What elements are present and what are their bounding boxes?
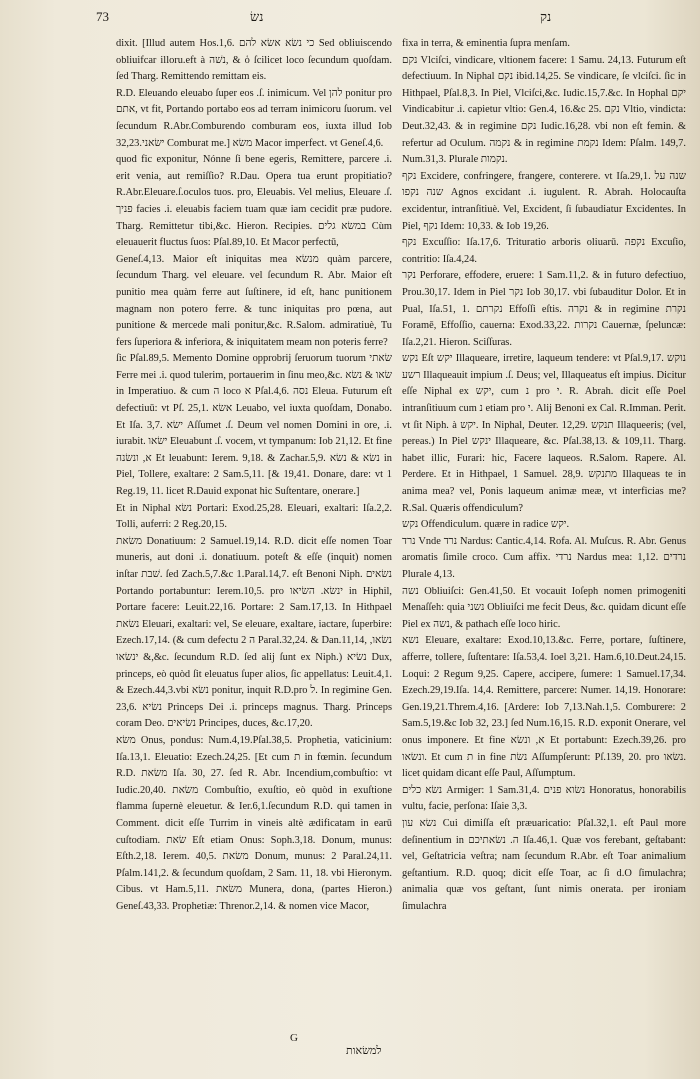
paragraph: משׂא Onus, pondus: Num.4,19.Pſal.38,5. Prophetia, vaticinium: Iſa.13,1. Eleuatio: Ezech.24,25. [Et cum ת in fœmin. ſecundum R.D. משׂאת Iſa. 30, 27. ſed R. Abr. Incendium,combuſtio: vt Iudic.20,40. משׂאת Combuſtio, exuſtio, eò quòd in exuſtione flamma ſupernè eleuetur. & Ier.6,1.ſecundum R.D. qui tamen in Comment. dicit eſſe Turrim in vineis altè ædificatam in earū cuſtodiam. שׂאת Eſt etiam Onus: Soph.3,18. Donum, munus: Eſth.2,18. Ierem. 40,5. משׂאת Donum, munus: 2 Paral.24,11. Pſalm.141,2. & ſecundum quoſdam, 2 Sam. 11, 18. vbi Hieronym. Cibus. vt Ham.5,11. משׂאת Munera, dona, (partes Hieron.) Geneſ.43,33. Prophetiæ: Threnor.2,14. & nomen vice Macor, <box>116 734 392 912</box>
paragraph: נקף Excidere, confringere, frangere, conterere. vt Iſa.29,1. שנה על שנה נקפו Agnos excidant .i. iugulent. R. Abrah. Holocauſta excidentur, intranſitiuè. Vel, Excident, ſi ſubaudiatur Excidentes. In Piel, נקף Idem: 10,33. & Iob 19,26. <box>402 170 686 232</box>
signature-mark: G <box>290 1032 298 1044</box>
paragraph: נשׂא עון Cui dimiſſa eſt præuaricatio: Pſal.32,1. eſt Paul more deſinentium in ה. נשׂאתיכם Iſa.46,1. Quæ vos ferebant, geſtabant: vel, Geſtatricia veſtra; nam ſecundum R.Abr. eſt Toar animalium geſtantium. R.D. quoq; dicit eſſe Toar, ac ſi d.O ſimulachra; animalia quæ vos geſtant, ſunt nimis onerata. per ironiam ſimulachra <box>402 817 686 912</box>
paragraph: נקם Vlciſci, vindicare, vltionem facere: 1 Samu. 24,13. Futurum eſt defectiuum. In Niphal נקם ibid.14,25. Se vindicare, ſe vlciſci. ſic in Hithpael, Pſal.8,3. In Piel, Vlciſci,&c. Iudic.15,7.&c. In Hophal יקם Vindicabitur .i. capietur vltio: Gen.4, 16.&c 25. נקם Vltio, vindicta: Deut.32,43. & in regimine נקם Iudic.16,28. vbi non eſt femin. & refertur ad Oculum. נקמה & in regimine נקמת Idem: Pſalm. 149,7. Num.31,3. Plurale נקמות. <box>402 54 686 166</box>
paragraph: ſic Pſal.89,5. Memento Domine opprobrij ſeruorum tuorum שׂאתי Ferre mei .i. quod tulerim, portauerim in ſinu meo,&c. שׂאו & נשׂא in Imperatiuo. & cum ה loco א Pſal.4,6. נסה Eleua. Futurum eſt defectiuū: vt Pſ. 25,1. אשׂא Leuabo, vel iuxta quoſdam, Donabo. Et Iſa. 3,7. ישׂא Aſſumet .ſ. Deum vel nomen Domini in ore, .i. iurabit. ישׂאו Eleuabunt .ſ. vocem, vt tympanum: Iob 21,12. Et fine א, ונשׂנה Et leuabunt: Ierem. 9,18. & Zachar.5,9. נשׂא & נשׂא in Piel, Tollere, exaltare: 2 Sam.5,11. [& 19,41. Donare, dare: vt 1 Reg.19, 11. licet R.Dauid exponat hic Suſtentare, onerare.] <box>116 353 392 498</box>
paragraph: משׂאת Donatiuum: 2 Samuel.19,14. R.D. dicit eſſe nomen Toar muneris, aut doni .i. donatiuum. poteſt & eſſe (inquit) nomen inſtar שׁבת. ſed Zach.5,7.&c 1.Paral.14,7. eſt Benoni Niph. נשׂאים Portando portabuntur: Ierem.10,5. pro ינשׂא. השׂיאו in Hiphil, Portare facere: Leuit.22,16. Portare: 2 Sam.17,13. In Hithpael נשׂאת Eleuari, exaltari: vel, Se eleuare, exaltare, iactare, ſuperbire: Ezech.17,14. (& cum defectu ה 2 Paral.32,24. & Dan.11,14, נשׂאו, & ינשׂאו,&c. ſecundum R.D. ſed alij ſunt ex Niph.) נשׂיא Dux, princeps, eò quòd ſit eleuatus ſuper alios, ſic appellatus: Leuit.4,1. & Ezech.44,3.vbi נשׂא ponitur, inquit R.D.pro ל. In regimine Gen. 23,6. נשׂיא Princeps Dei .i. princeps magnus. Tharg. Princeps coram Deo. נשׂיאים Principes, duces, &c.17,20. <box>116 535 392 730</box>
right-column <box>402 36 686 1046</box>
paragraph: נקש Offendiculum. quære in radice יקש. <box>402 519 570 531</box>
paragraph: fixa in terra, & eminentia ſupra menſam. <box>402 38 570 49</box>
paragraph: Geneſ.4,13. Maior eſt iniquitas mea מנשׂא quàm parcere, ſecundum Tharg. vel eleuare. vel ſecundum R. Abr. Maior eſt punitio mea quàm ferre aut ſuſtinere, id eſt, hanc punitionem magnam non potero ferre. & tunc iniquitas pro pœna, aut punitione & mercede mali ponitur,&c. R.Salom. admiratiuè, Tu fers ſuperiora & inferiora, & iniquitatem meam non poteris ferre? <box>116 253 392 348</box>
page-header <box>0 6 700 28</box>
paragraph: quod fic exponitur, Nónne ſi bene egeris, Remittere, parcere .i. erit venia, aut remiſſio? R.Dau. Opera tua erunt propitiatio? R.Abr.Eleuare.ſ.oculos tuos. pro, Eleuabis. Vel melius, Eleuare .ſ. פניך facies .i. eleuabis faciem tuam quæ iam cecidit præ pudore. Tharg. Remittetur tibi,&c. Hieron. Recipies. במשׂא גלים Cùm eleuauerit fluctus ſuos: Pſal.89,10. Et Macor perfectū, <box>116 154 392 249</box>
paragraph: נרד Vnde נרד Nardus: Cantic.4,14. Rofa. Al. Muſcus. R. Abr. Genus aromatis ſimile croco. Cum affix. נרדי Nardus mea: 1,12. נרדים Plurale 4,13. <box>402 535 686 580</box>
paragraph: נקר Perforare, effodere, eruere: 1 Sam.11,2. & in futuro defectiuo, Prou.30,17. Idem in Piel נקר Iob 30,17. vbi ſubauditur Dolor. Et in Pual, Iſa.51, 1. נקרתם Effoſſi eſtis. נקרה & in regimine נקרת Foramē, Effoſſio, cauerna: Exod.33,22. נקרות Cauernæ, ſpeluncæ: Iſa.2,21. Hieron. Sciſſuras. <box>402 270 686 348</box>
paragraph: dixit. [Illud autem Hos.1,6. כי נשׂא אשׂא להם Sed obliuiscendo obliuifcar illoru.eft à נשׁה, & ὁ ſcilicet loco ſecundum quoſdam. ſed Tharg. Remittendo remittam eis. <box>116 38 392 83</box>
left-column <box>116 36 392 1046</box>
paragraph: נשא Eleuare, exaltare: Exod.10,13.&c. Ferre, portare, ſuſtinere, afferre, tollere, ſuſtentare: Iſa.53,4. Ioel 3,21. Ham.6,10.Deut.24,15. Loqui: 2 Regum 9,25. Capere, accipere, ſumere: 1 Samuel.17,34. Ezech.29,19.Iſa. 14,4. Remittere, parcere: Numer. 14,19. Honorare: Gen.19,21.Threm.4,16. [Ardere: Iob 7,13.Nah.1,5. Comburere: 2 Sam.5,19.&c Iob 32, 23.] ſed Num.16,15. R.D. exponit Onerare, vel onus imponere. Et fine א, ונשׂא Et portabunt: Ezech.39,26. pro ונשׂאו. Et cum ת in fine נשׂת Aſſumpſerunt: Pſ.139, 20. pro נשׂאו. licet quidam dicant eſſe Paul, Aſſumptum. <box>402 635 686 780</box>
paragraph: Et in Niphal נשׂא Portari: Exod.25,28. Eleuari, exaltari: Iſa.2,2. Tolli, auferri: 2 Reg.20,15. <box>116 502 392 531</box>
paragraph: נקש Eſt יקש Illaqueare, irretire, laqueum tendere: vt Pſal.9,17. נוקש רשע Illaqueauit impium .ſ. Deus; vel, Illaqueatus eſt impius. Dicitur eſſe Niphal ex יקש, cum נ pro י. R. Abrah. dicit eſſe Poel intranſitiuum cum נ etiam pro י. Alij Benoni ex Cal. R.Imman. Perit. vt ſit Niph. à יקש. In Niphal, Deuter. 12,29. תנקש Illaqueeris; (vel, pereas.) In Piel ינקש Illaqueare, &c. Pſal.38,13. & 109,11. Tharg. habet illic, Furari: hic, Facere laqueos. R.Salom. Rapere. Al. Perdere. Et in Hithpael, 1 Samuel. 28,9. מתנקש Illaqueas te in anima mea? vel, Ponis laqueum animæ meæ, vt interficias me? R.Sal. Quæris offendiculum? <box>402 353 686 514</box>
page-number: 73 <box>96 9 109 24</box>
catchword: למשׂאות <box>346 1045 382 1057</box>
paragraph: R.D. Eleuando eleuabo ſuper eos .ſ. inimicum. Vel להן ponitur pro אתם, vt fit, Portando portabo eos ad terram inimicoru ſuorum. vel ſecundum R.Abr.Comburendo comburam eos, iuxta illud Iob 32,23.ישׂאני Comburat me.] משׂא Macor imperfect. vt Geneſ.4,6. <box>116 87 392 149</box>
paragraph: נשׂא כלים Armiger: 1 Sam.31,4. נשׂוא פנים Honoratus, honorabilis vultu, facie, perſona: Iſaie 3,3. <box>402 784 686 813</box>
running-head-right: נק <box>540 9 552 24</box>
running-head-left: נשׂ <box>250 9 264 24</box>
paragraph: נקף Excuſſio: Iſa.17,6. Trituratio arboris oliuarū. נקפה Excuſio, contritio: Iſa.4,24. <box>402 237 686 265</box>
paragraph: נשה Obliuiſci: Gen.41,50. Et vocauit Ioſeph nomen primogeniti Menaſſeh: quia נשני Obliuiſci me fecit Deus, &c. quidam dicunt eſſe Piel ex נשה, & pathach eſſe loco hiric. <box>402 585 686 630</box>
